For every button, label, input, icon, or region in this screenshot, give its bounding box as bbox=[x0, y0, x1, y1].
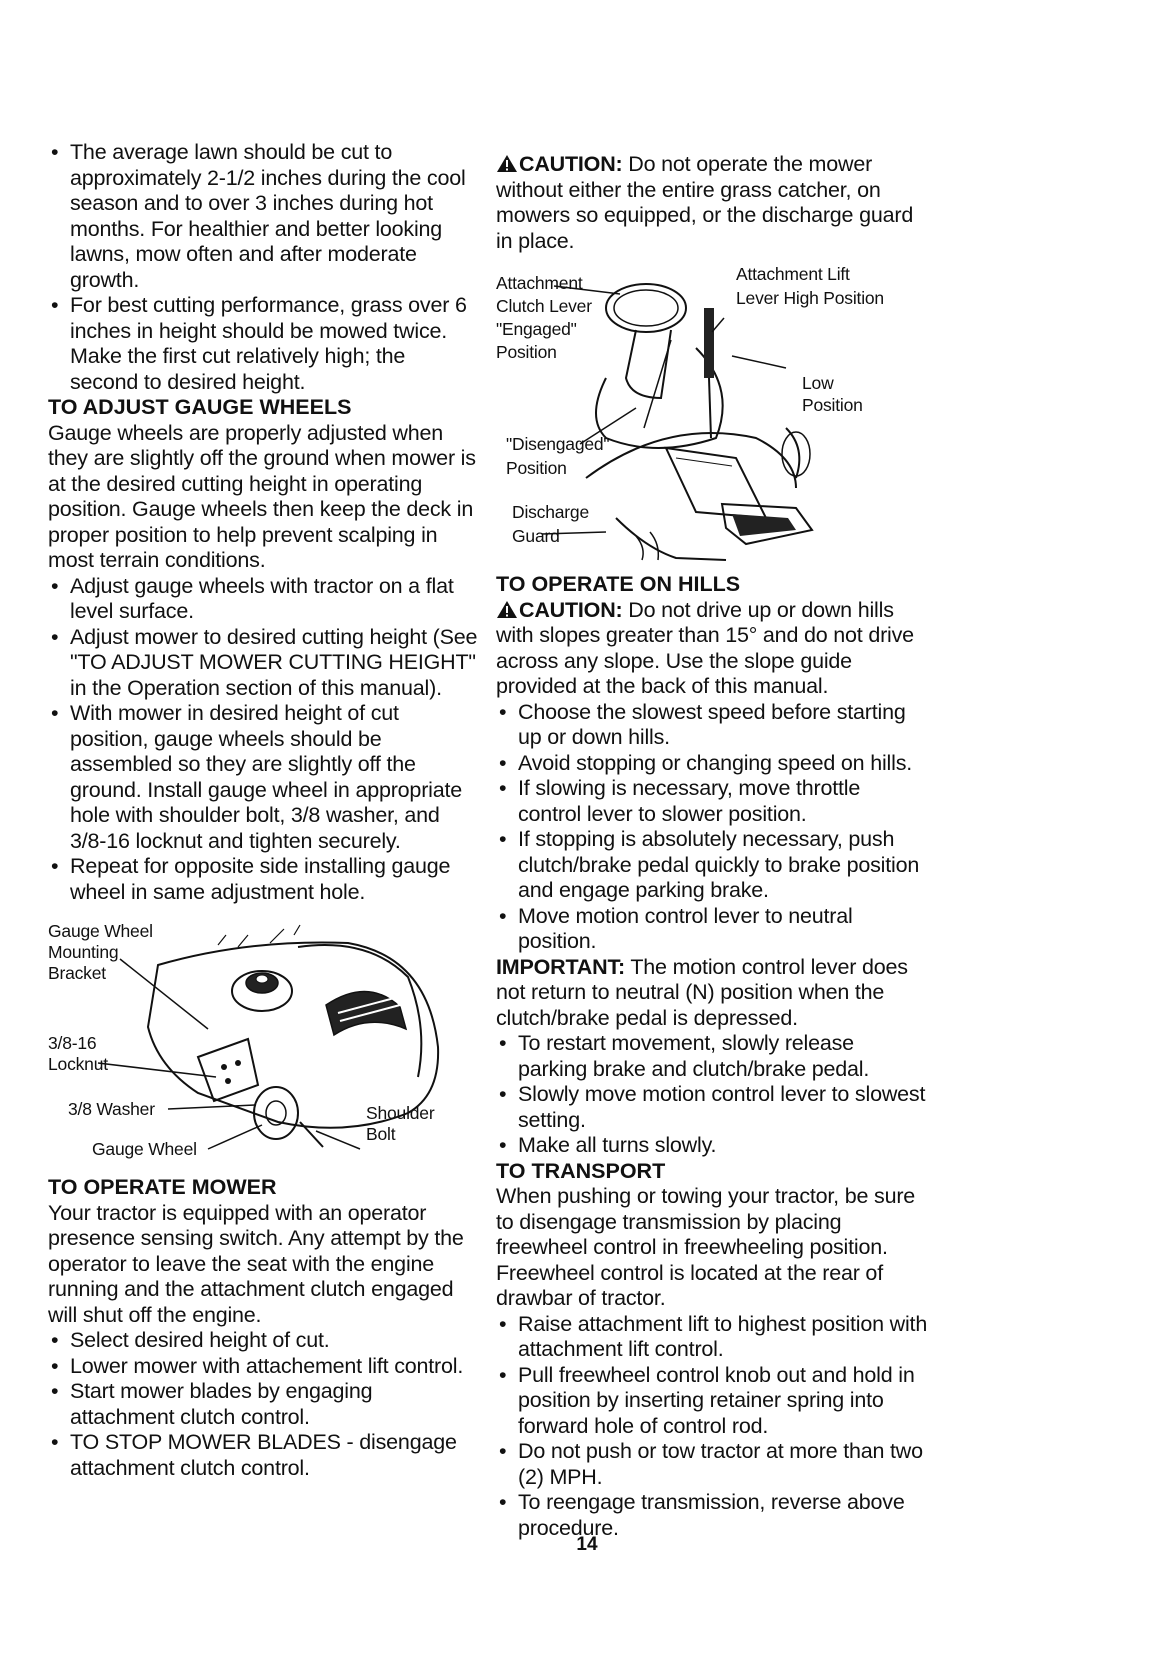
gauge-wheels-heading: TO ADJUST GAUGE WHEELS bbox=[48, 395, 352, 419]
list-item: • To restart movement, slowly release parking brake and clutch/brake pedal. bbox=[496, 1031, 928, 1082]
gauge-wheel-figure bbox=[48, 917, 478, 1165]
warning-icon bbox=[496, 600, 518, 619]
caution-text: Do not operate the mower without either the entire grass catcher, on mowers so equipped, or the discharge guard in place. bbox=[496, 152, 914, 253]
caution-label: CAUTION: bbox=[519, 152, 623, 176]
list-item: • Raise attachment lift to highest position with attachment lift control. bbox=[496, 1312, 928, 1363]
list-item: • The average lawn should be cut to approximately 2-1/2 inches during the cool season and to over 3 inches during hot months. For healthier and better looking lawns, mow often and after moderate growth. bbox=[48, 140, 478, 293]
gauge-wheel-label: Gauge Wheel bbox=[92, 1139, 197, 1159]
list-item: • Select desired height of cut. bbox=[48, 1328, 478, 1354]
caution-hills bbox=[496, 598, 928, 700]
disengaged-label: "Disengaged" Position bbox=[506, 434, 610, 478]
list-item: • Start mower blades by engaging attachment clutch control. bbox=[48, 1379, 478, 1430]
left-column bbox=[48, 140, 478, 1481]
lift-lever-label: Attachment Lift Lever High Position bbox=[736, 264, 884, 308]
list-item: • Do not push or tow tractor at more than two (2) MPH. bbox=[496, 1439, 928, 1490]
attachment-lift-figure bbox=[496, 264, 928, 568]
caution-discharge bbox=[496, 152, 928, 254]
list-item: • Choose the slowest speed before starting up or down hills. bbox=[496, 700, 928, 751]
transport-heading: TO TRANSPORT bbox=[496, 1158, 666, 1183]
low-position-label: Low Position bbox=[802, 373, 863, 415]
operate-mower-heading: TO OPERATE MOWER bbox=[48, 1175, 277, 1199]
list-item: • Pull freewheel control knob out and hold in position by inserting retainer spring into forward hole of control rod. bbox=[496, 1363, 928, 1440]
discharge-guard-label: Discharge Guard bbox=[512, 502, 589, 546]
list-item: • Avoid stopping or changing speed on hills. bbox=[496, 751, 928, 777]
list-item: • With mower in desired height of cut position, gauge wheels should be assembled so they are slightly off the ground. Install gauge wheel in appropriate hole with shoulder bolt, 3/8 washer, and 3/8-16 locknut and tighten securely. bbox=[48, 701, 478, 854]
list-item: • Slowly move motion control lever to slowest setting. bbox=[496, 1082, 928, 1133]
list-item: • To reengage transmission, reverse above procedure. bbox=[496, 1490, 928, 1541]
shoulder-bolt-label: Shoulder Bolt bbox=[366, 1103, 435, 1144]
list-item: • Repeat for opposite side installing gauge wheel in same adjustment hole. bbox=[48, 854, 478, 905]
operate-mower-paragraph: Your tractor is equipped with an operator presence sensing switch. Any attempt by the operator to leave the seat with the engine running and the attachment clutch engaged will shut off the engine. bbox=[48, 1200, 464, 1327]
mounting-bracket-label: Gauge Wheel Mounting Bracket bbox=[48, 921, 153, 983]
list-item: • For best cutting performance, grass over 6 inches in height should be mowed twice. Make the first cut relatively high; the second to desired height. bbox=[48, 293, 478, 395]
transport-paragraph: When pushing or towing your tractor, be sure to disengage transmission by placing freewheel control in freewheeling position. Freewheel control is located at the rear of drawbar of tractor. bbox=[496, 1184, 916, 1310]
gauge-wheels-paragraph: Gauge wheels are properly adjusted when they are slightly off the ground when mower is at the desired cutting height in operating position. Gauge wheels then keep the deck in proper position to help prevent scalping in most terrain conditions. bbox=[48, 420, 476, 572]
list-item: • Move motion control lever to neutral position. bbox=[496, 904, 928, 955]
right-column bbox=[496, 152, 928, 1541]
list-item: • Adjust gauge wheels with tractor on a flat level surface. bbox=[48, 574, 478, 625]
washer-label: 3/8 Washer bbox=[68, 1099, 155, 1119]
important-text: The motion control lever does not return to neutral (N) position when the clutch/brake pedal is depressed. bbox=[496, 954, 908, 1030]
list-item: • If stopping is absolutely necessary, push clutch/brake pedal quickly to brake position and engage parking brake. bbox=[496, 827, 928, 904]
important-note bbox=[496, 955, 928, 1032]
page-number: 14 bbox=[576, 1534, 598, 1555]
caution-label: CAUTION: bbox=[519, 597, 623, 622]
important-label: IMPORTANT: bbox=[496, 954, 625, 979]
list-item: • Adjust mower to desired cutting height (See "TO ADJUST MOWER CUTTING HEIGHT" in the Operation section of this manual). bbox=[48, 625, 478, 702]
caution-text: Do not drive up or down hills with slopes greater than 15° and do not drive across any slope. Use the slope guide provided at the back of this manual. bbox=[496, 597, 914, 698]
locknut-label: 3/8-16 Locknut bbox=[48, 1033, 108, 1074]
list-item: • Make all turns slowly. bbox=[496, 1133, 928, 1159]
warning-icon bbox=[496, 154, 518, 173]
list-item: • TO STOP MOWER BLADES - disengage attachment clutch control. bbox=[48, 1430, 478, 1481]
clutch-lever-label: Attachment Clutch Lever "Engaged" Position bbox=[496, 273, 592, 362]
list-item: • Lower mower with attachement lift control. bbox=[48, 1354, 478, 1380]
hills-heading: TO OPERATE ON HILLS bbox=[496, 572, 741, 596]
list-item: • If slowing is necessary, move throttle control lever to slower position. bbox=[496, 776, 928, 827]
